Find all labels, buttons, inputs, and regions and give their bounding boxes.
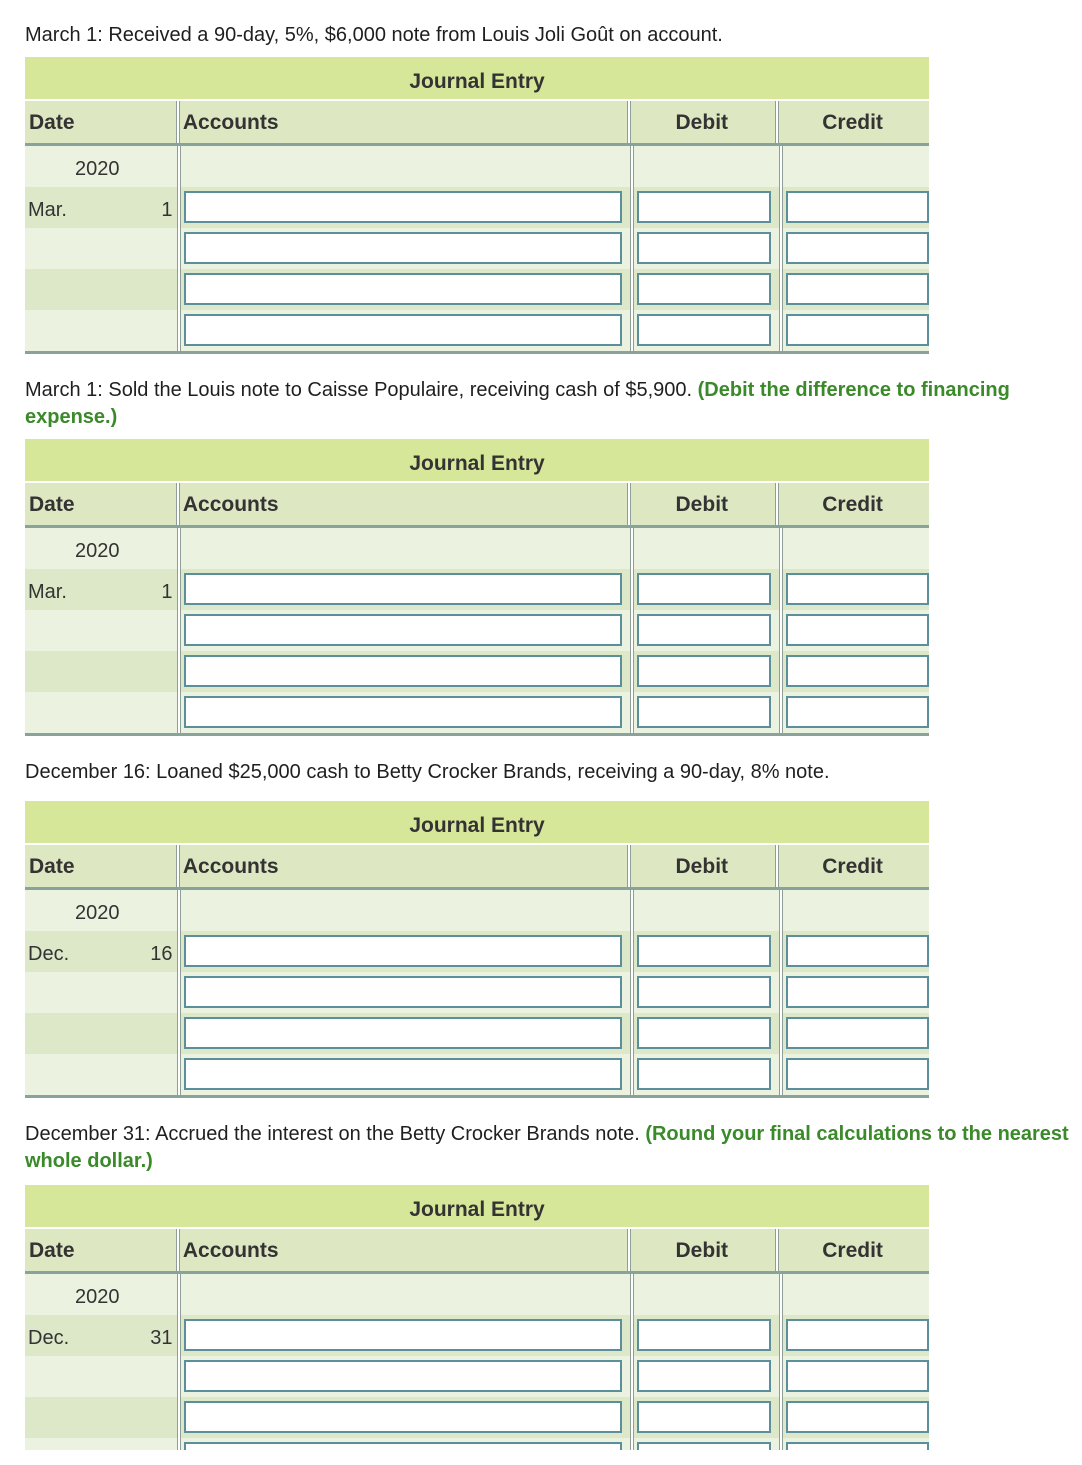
month-label: Mar. — [28, 581, 67, 603]
entry-2-prompt — [25, 377, 1075, 431]
debit-input[interactable] — [637, 232, 771, 264]
accounts-header: Accounts — [176, 483, 628, 525]
journal-entry-title: Journal Entry — [25, 801, 929, 845]
year-label: 2020 — [75, 902, 120, 924]
account-input[interactable] — [184, 1319, 622, 1351]
account-input[interactable] — [184, 614, 622, 646]
entry-1-prompt — [25, 22, 1075, 49]
date-header: Date — [29, 855, 75, 878]
debit-input[interactable] — [637, 935, 771, 967]
credit-input[interactable] — [786, 573, 929, 605]
credit-input[interactable] — [786, 314, 929, 346]
entry-4-prompt — [25, 1121, 1075, 1175]
year-row — [25, 146, 929, 187]
entry-row — [25, 187, 929, 228]
account-input[interactable] — [184, 573, 622, 605]
month-label: Dec. — [28, 943, 70, 965]
entry-row — [25, 1356, 929, 1397]
journal-entry-title: Journal Entry — [25, 57, 929, 101]
account-input[interactable] — [184, 1360, 622, 1392]
entry-row — [25, 1397, 929, 1438]
debit-input[interactable] — [637, 1017, 771, 1049]
entry-4-prompt-text: December 31: Accrued the interest on the Betty Crocker Brands note. — [25, 1123, 640, 1145]
credit-input[interactable] — [786, 232, 929, 264]
debit-header: Debit — [627, 845, 775, 887]
entry-row — [25, 972, 929, 1013]
debit-input[interactable] — [637, 655, 771, 687]
day-label: 1 — [161, 581, 173, 603]
account-input[interactable] — [184, 232, 622, 264]
header-row — [25, 101, 929, 146]
credit-input[interactable] — [786, 1017, 929, 1049]
journal-entry-title: Journal Entry — [25, 1185, 929, 1229]
entry-2-prompt-text: March 1: Sold the Louis note to Caisse Populaire, receiving cash of $5,900. — [25, 379, 693, 401]
entry-row — [25, 931, 929, 972]
account-input[interactable] — [184, 976, 622, 1008]
debit-input[interactable] — [637, 191, 771, 223]
day-label: 31 — [150, 1327, 173, 1349]
journal-entry-title: Journal Entry — [25, 439, 929, 483]
credit-input[interactable] — [786, 614, 929, 646]
debit-input[interactable] — [637, 1319, 771, 1351]
credit-input[interactable] — [786, 976, 929, 1008]
header-row — [25, 483, 929, 528]
debit-input[interactable] — [637, 573, 771, 605]
entry-3-prompt-text: December 16: Loaned $25,000 cash to Betty Crocker Brands, receiving a 90-day, 8% note. — [25, 761, 830, 783]
credit-input[interactable] — [786, 273, 929, 305]
entry-row — [25, 569, 929, 610]
year-label: 2020 — [75, 158, 120, 180]
year-label: 2020 — [75, 1286, 120, 1308]
year-row — [25, 890, 929, 931]
credit-header: Credit — [775, 483, 929, 525]
entry-row — [25, 1315, 929, 1356]
entry-3-prompt — [25, 759, 1075, 786]
date-header: Date — [29, 1239, 75, 1262]
accounts-header: Accounts — [176, 101, 628, 143]
month-label: Dec. — [28, 1327, 70, 1349]
year-row — [25, 528, 929, 569]
debit-input[interactable] — [637, 976, 771, 1008]
credit-input[interactable] — [786, 1319, 929, 1351]
entry-2-hint: (Debit the difference to financing expense.) — [25, 379, 1010, 428]
account-input[interactable] — [184, 696, 622, 728]
credit-input[interactable] — [786, 1401, 929, 1433]
journal-entry-table-1 — [25, 57, 929, 354]
date-header: Date — [29, 111, 75, 134]
credit-header: Credit — [775, 101, 929, 143]
debit-input[interactable] — [637, 614, 771, 646]
account-input[interactable] — [184, 655, 622, 687]
credit-input[interactable] — [786, 696, 929, 728]
debit-input[interactable] — [637, 1058, 771, 1090]
credit-input[interactable] — [786, 1360, 929, 1392]
credit-input[interactable] — [786, 935, 929, 967]
account-input[interactable] — [184, 314, 622, 346]
date-header: Date — [29, 493, 75, 516]
entry-row — [25, 1013, 929, 1054]
entry-row — [25, 610, 929, 651]
header-row — [25, 1229, 929, 1274]
entry-4-hint: (Round your final calculations to the nearest whole dollar.) — [25, 1123, 1069, 1172]
credit-input[interactable] — [786, 191, 929, 223]
debit-header: Debit — [627, 1229, 775, 1271]
year-label: 2020 — [75, 540, 120, 562]
credit-input[interactable] — [786, 1058, 929, 1090]
account-input[interactable] — [184, 1442, 622, 1450]
accounts-header: Accounts — [176, 845, 628, 887]
account-input[interactable] — [184, 1401, 622, 1433]
entry-row — [25, 228, 929, 269]
credit-input[interactable] — [786, 1442, 929, 1450]
debit-input[interactable] — [637, 314, 771, 346]
debit-input[interactable] — [637, 1401, 771, 1433]
entry-row — [25, 692, 929, 733]
credit-header: Credit — [775, 845, 929, 887]
journal-entry-table-2 — [25, 439, 929, 736]
day-label: 16 — [150, 943, 173, 965]
account-input[interactable] — [184, 1058, 622, 1090]
month-label: Mar. — [28, 199, 67, 221]
debit-input[interactable] — [637, 273, 771, 305]
entry-row — [25, 1054, 929, 1095]
header-row — [25, 845, 929, 890]
account-input[interactable] — [184, 273, 622, 305]
account-input[interactable] — [184, 191, 622, 223]
entry-row — [25, 1438, 929, 1450]
journal-entry-table-3 — [25, 801, 929, 1098]
entry-row — [25, 269, 929, 310]
entry-row — [25, 310, 929, 351]
credit-input[interactable] — [786, 655, 929, 687]
account-input[interactable] — [184, 1017, 622, 1049]
debit-header: Debit — [627, 483, 775, 525]
accounts-header: Accounts — [176, 1229, 628, 1271]
entry-1-prompt-text: March 1: Received a 90-day, 5%, $6,000 note from Louis Joli Goût on account. — [25, 24, 723, 46]
day-label: 1 — [161, 199, 173, 221]
debit-input[interactable] — [637, 1360, 771, 1392]
account-input[interactable] — [184, 935, 622, 967]
debit-input[interactable] — [637, 1442, 771, 1450]
credit-header: Credit — [775, 1229, 929, 1271]
journal-entry-table-4 — [25, 1185, 929, 1450]
entry-row — [25, 651, 929, 692]
debit-input[interactable] — [637, 696, 771, 728]
debit-header: Debit — [627, 101, 775, 143]
year-row — [25, 1274, 929, 1315]
